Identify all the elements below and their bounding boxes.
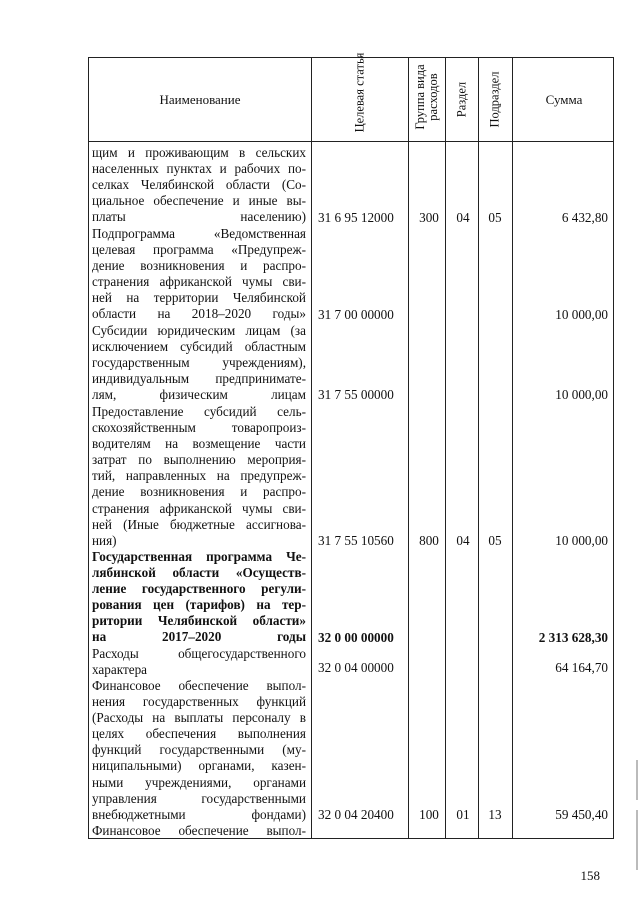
name-line: Предоставление субсидий сель- [92, 404, 306, 419]
name-line: целях обеспечения выполнения [92, 726, 306, 742]
row-code: 31 7 00 00000 [318, 307, 394, 322]
row-sum: 59 450,40 [555, 807, 608, 822]
header-divider [88, 141, 614, 142]
column-divider [445, 57, 446, 839]
name-line: затрат по выполнению мероприя- [92, 452, 306, 468]
row-sum: 6 432,80 [561, 210, 608, 225]
row-section: 04 [456, 210, 470, 225]
name-line: Расходы общегосударственного [92, 646, 306, 661]
column-divider [408, 57, 409, 839]
name-line: водителям на возмещение части [92, 436, 306, 452]
row-code: 31 7 55 00000 [318, 387, 394, 402]
column-divider [311, 57, 312, 839]
name-line: щим и проживающим в сельских [92, 145, 306, 160]
name-line: странения африканской чумы сви- [92, 274, 306, 290]
row-code: 32 0 04 20400 [318, 807, 394, 822]
row-sum: 10 000,00 [555, 533, 608, 548]
name-line: рования цен (тарифов) на тер- [92, 597, 306, 613]
name-line: населенных пунктах и рабочих по- [92, 161, 306, 177]
header-sum: Сумма [545, 92, 583, 107]
row-group: 100 [419, 807, 439, 822]
name-line: платы населению) [92, 209, 306, 225]
row-group: 800 [419, 533, 439, 548]
name-line: Подпрограмма «Ведомственная [92, 226, 306, 241]
name-line: Государственная программа Че- [92, 549, 306, 564]
header-name: Наименование [159, 92, 241, 107]
row-sum: 64 164,70 [555, 660, 608, 675]
name-line: ление государственного регули- [92, 581, 306, 597]
header-group: Группа вида расходов [413, 64, 440, 130]
name-line: селках Челябинской области (Со- [92, 177, 306, 193]
row-code: 32 0 00 00000 [318, 630, 394, 645]
name-line: ней (Иные бюджетные ассигнова- [92, 516, 306, 532]
row-name [92, 323, 306, 403]
column-divider [478, 57, 479, 839]
row-subsection: 05 [488, 210, 502, 225]
name-line: лям, физическим лицам [92, 387, 306, 403]
scan-mark [636, 810, 638, 870]
name-line: ния) [92, 532, 117, 548]
column-divider [512, 57, 513, 839]
row-name [92, 678, 306, 823]
row-sum: 2 313 628,30 [538, 630, 608, 645]
name-line: дение возникновения и распро- [92, 258, 306, 274]
name-line: функций государственными (му- [92, 742, 306, 758]
name-line: государственным учреждениям), [92, 355, 306, 371]
header-section: Раздел [454, 81, 469, 118]
name-line: области на 2018–2020 годы» [92, 306, 306, 322]
name-line: исключением субсидий областным [92, 339, 306, 355]
name-line: тий, направленных на предупреж- [92, 468, 306, 484]
header-code: Целевая статья [352, 52, 367, 133]
row-subsection: 05 [488, 533, 502, 548]
name-line: нения государственных функций [92, 694, 306, 710]
name-line: ными учреждениями, органами [92, 774, 306, 790]
name-line: лябинской области «Осуществ- [92, 565, 306, 581]
row-subsection: 13 [488, 807, 502, 822]
page-number: 158 [580, 868, 600, 883]
row-name [92, 404, 306, 549]
name-line: характера [92, 662, 148, 678]
row-section: 01 [456, 807, 470, 822]
row-name [92, 823, 306, 839]
row-code: 31 6 95 12000 [318, 210, 394, 225]
row-code: 32 0 04 00000 [318, 660, 394, 675]
name-line: внебюджетными фондами) [92, 806, 306, 822]
name-line: скохозяйственным товаропроиз- [92, 420, 306, 436]
row-section: 04 [456, 533, 470, 548]
name-line: странения африканской чумы сви- [92, 500, 306, 516]
name-line: дение возникновения и распро- [92, 484, 306, 500]
row-code: 31 7 55 10560 [318, 533, 394, 548]
name-line: (Расходы на выплаты персоналу в [92, 710, 306, 726]
name-line: индивидуальным предпринимате- [92, 371, 306, 387]
name-line: циальное обеспечение и иные вы- [92, 193, 306, 209]
name-line: целевая программа «Предупреж- [92, 242, 306, 258]
name-line: на 2017–2020 годы [92, 629, 306, 645]
name-line: ритории Челябинской области» [92, 613, 306, 629]
row-sum: 10 000,00 [555, 307, 608, 322]
name-line: Финансовое обеспечение выпол- [92, 823, 306, 838]
name-line: Финансовое обеспечение выпол- [92, 678, 306, 693]
row-name [92, 549, 306, 646]
name-line: ниципальными) органами, казен- [92, 758, 306, 774]
name-line: управления государственными [92, 790, 306, 806]
row-name [92, 646, 306, 678]
row-group: 300 [419, 210, 439, 225]
row-sum: 10 000,00 [555, 387, 608, 402]
row-name [92, 145, 306, 225]
header-subsection: Подраздел [487, 71, 502, 128]
name-line: ней на территории Челябинской [92, 290, 306, 306]
scan-mark [636, 760, 638, 800]
row-name [92, 226, 306, 323]
name-line: Субсидии юридическим лицам (за [92, 323, 306, 338]
